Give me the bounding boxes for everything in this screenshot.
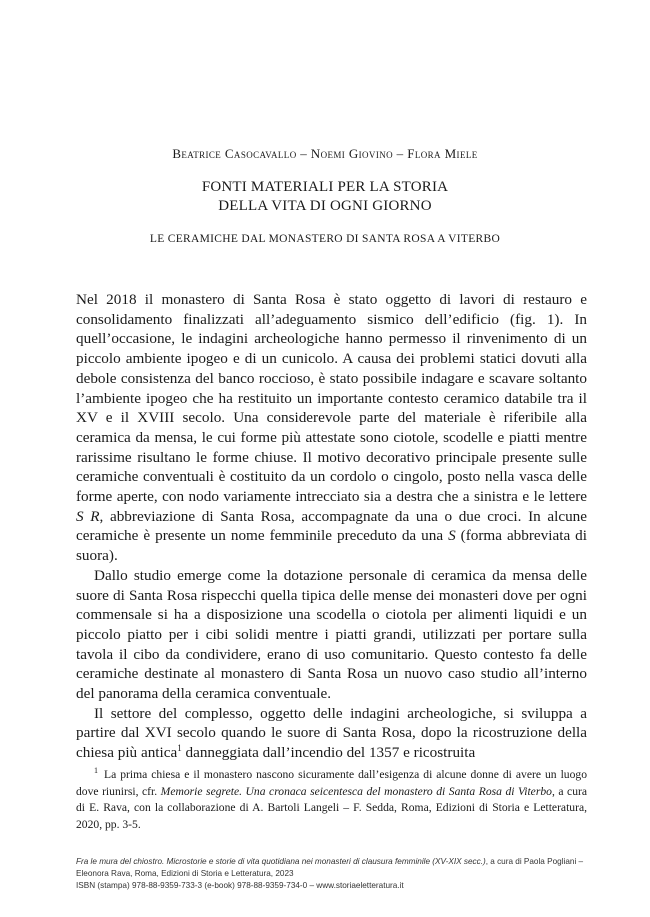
footnote-number: 1 [94,766,98,776]
title-line-2: DELLA VITA DI OGNI GIORNO [218,198,432,214]
article-title [0,178,650,216]
title-line-1: FONTI MATERIALI PER LA STORIA [201,179,449,195]
footnote-ref-1[interactable]: 1 [177,743,182,754]
paragraph-1-text-a: Nel 2018 il monastero di Santa Rosa è stato oggetto di lavori di restauro e consolidamento finalizzati all’adeguamento sismico dell’edificio (fig. 1). In quell’occasione, le indagini archeologiche hanno permesso il rinvenimento di un piccolo ambiente ipogeo e di un cunicolo. A causa dei problemi statici dovuti alla debole consistenza del banco roccioso, è stato possibile indagare e scavare soltanto l’ambiente ipogeo che ha restituito un importante contesto ceramico databile tra il XV e il XVIII secolo. Una considerevole parte del materiale è riferibile alla ceramica da mensa, le cui forme più attestate sono ciotole, scodelle e piatti mentre rarissime risultano le forme chiuse. Il motivo decorativo principale presente sulle ceramiche conventuali è costituito da un cordolo o cingolo, posto nella vasca delle forme aperte, con nodo variamente intrecciato sia a destra che a sinistra e le lettere [76,291,587,506]
paragraph-3-text-b: danneggiata dall’incendio del 1357 e ricostruita [181,744,476,762]
colophon-line-1 [76,856,587,880]
colophon-book-title: Fra le mura del chiostro. Microstorie e storie di vita quotidiana nei monasteri di clausura femminile (XV-XIX secc.) [76,857,486,866]
letter-s: S [448,527,456,545]
footnote-text-a: La prima chiesa e il monastero nascono sicuramente dall’esigenza di alcune donne di avere un luogo dove riunirsi, cfr. [76,768,587,798]
colophon-isbn: ISBN (stampa) 978-88-9359-733-3 (e-book) 978-88-9359-734-0 – www.storiaeletteratura.it [76,881,404,890]
paragraph-1-text-e: (forma abbreviata di suora). [76,527,587,565]
footnote-text-c: , a cura di E. Rava, con la collaborazione di A. Bartoli Langeli – F. Sedda, Roma, Edizioni di Storia e Letteratura, 2020, pp. 3-5. [76,784,588,831]
paragraph-3-text-a: Il settore del complesso, oggetto delle indagini archeologiche, si sviluppa a partire dal XVI secolo quando le suore di Santa Rosa, dopo la ricostruzione della chiesa più antica [76,704,587,762]
article-subtitle: LE CERAMICHE DAL MONASTERO DI SANTA ROSA A VITERBO [149,233,501,245]
paragraph-2: Dallo studio emerge come la dotazione personale di ceramica da mensa delle suore di Santa Rosa rispecchi quella tipica delle mense dei monasteri dove per ogni commensale si ha a disposizione una scodella o ciotola per alimenti liquidi e un piccolo piatto per i cibi solidi mentre i piatti grandi, utilizzati per portare sulla tavola il cibo da condividere, erano di uso comunitario. Questo contesto fa delle ceramiche destinate al monastero di Santa Rosa un nuovo caso studio all’interno del panorama della ceramica conventuale. [76,566,587,703]
paragraph-1 [76,290,587,566]
paragraph-1-text-c: , abbreviazione di Santa Rosa, accompagnate da una o due croci. In alcune ceramiche è presente un nome femminile preceduto da una [76,507,587,545]
colophon [76,856,587,892]
footnote-cited-title: Memorie segrete. Una cronaca seicentesca del monastero di Santa Rosa di Viterbo [160,784,552,798]
body-text [76,290,587,763]
authors-line: Beatrice Casocavallo – Noemi Giovino – Flora Miele [172,146,478,161]
paragraph-3 [76,704,587,763]
footnote-1 [76,767,587,833]
letters-s-r: S R [76,507,100,525]
colophon-editors: , a cura di Paola Pogliani – Eleonora Rava, Roma, Edizioni di Storia e Letteratura, 2023 [76,857,584,878]
